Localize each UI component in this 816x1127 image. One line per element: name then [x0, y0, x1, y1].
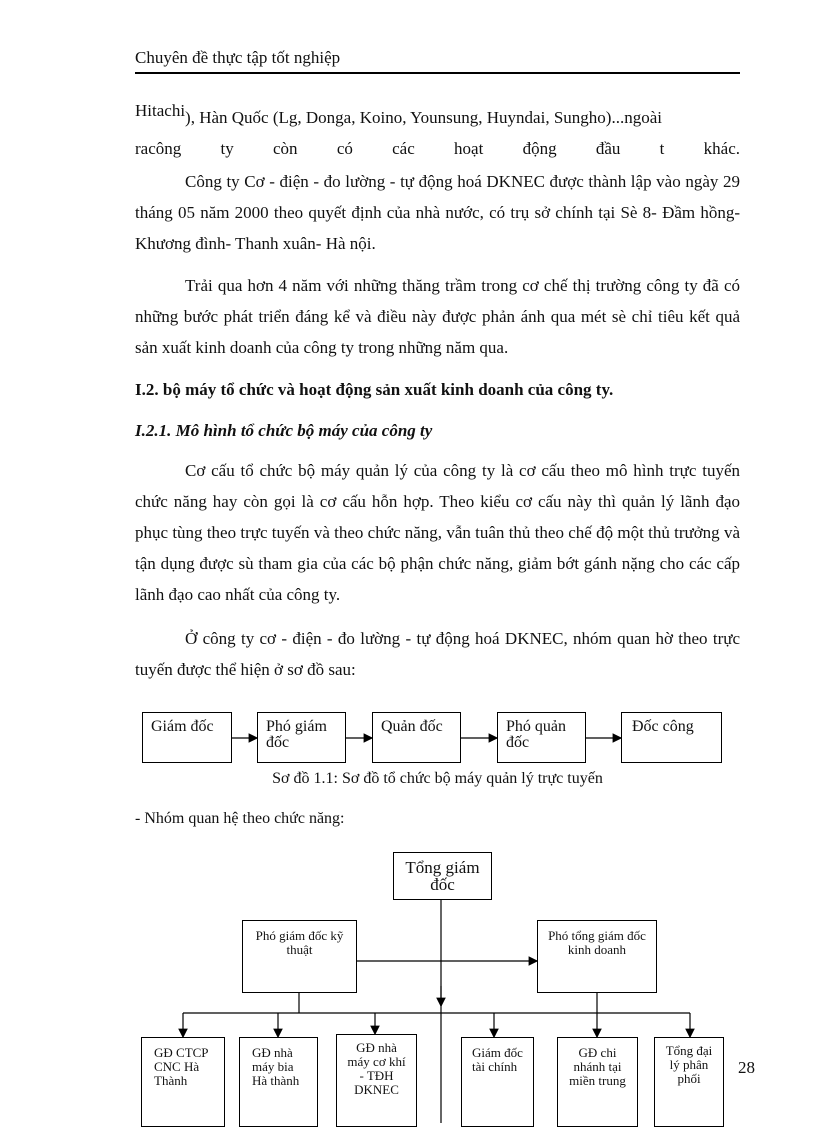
hitachi-word: Hitachi	[135, 101, 186, 120]
paragraph-2: Công ty Cơ - điện - đo lường - tự động hoá DKNEC được thành lập vào ngày 29 tháng 05 năm 2000 theo quyết định của nhà nước, có trụ sở chính tại Sè 8- Đầm hồng- Khương đình- Thanh xuân- Hà nội.	[135, 172, 740, 253]
paragraph-1-rest: ), Hàn Quốc (Lg, Donga, Koino, Younsung, Huyndai, Sungho)...ngoài	[185, 108, 662, 127]
box-tong-giam-doc: Tổng giám đốc	[393, 852, 492, 900]
box-doc-cong: Đốc công	[621, 712, 722, 763]
unit-box-3: GĐ nhà máy cơ khí - TĐH DKNEC	[336, 1034, 417, 1127]
box-pho-giam-doc-ky-thuat: Phó giám đốc kỹ thuật	[242, 920, 357, 993]
header-title: Chuyên đề thực tập tốt nghiệp	[135, 48, 341, 67]
unit-box-5: GĐ chi nhánh tại miền trung	[557, 1037, 638, 1127]
box-pho-quan-doc: Phó quản đốc	[497, 712, 586, 763]
paragraph-3: Trải qua hơn 4 năm với những thăng trầm trong cơ chế thị trường công ty đã có những bước phát triển đáng kể và điều này được phản ánh qua mét sè chỉ tiêu kết quả sản xuất kinh doanh của công ty trong những năm qua.	[135, 276, 740, 357]
box-pho-tong-giam-doc-kinh-doanh: Phó tổng giám đốc kinh doanh	[537, 920, 657, 993]
unit-box-6: Tổng đại lý phân phối	[654, 1037, 724, 1127]
unit-box-4: Giám đốc tài chính	[461, 1037, 534, 1127]
box-giam-doc: Giám đốc	[142, 712, 232, 763]
unit-box-2: GĐ nhà máy bia Hà thành	[239, 1037, 318, 1127]
diagram-1-caption: Sơ đồ 1.1: Sơ đồ tổ chức bộ máy quản lý trực tuyến	[272, 770, 603, 787]
paragraph-1-line2: racông ty còn có các hoạt động đầu t khác.	[135, 139, 740, 158]
paragraph-4: Cơ cấu tổ chức bộ máy quản lý của công ty là cơ cấu theo mô hình trực tuyến chức năng hay còn gọi là cơ cấu hỗn hợp. Theo kiểu cơ cấu này thì quản lý lãnh đạo phục tùng theo trực tuyến và theo chức năng, vẫn tuân thủ theo chế độ một thủ trưởng và tận dụng được sù tham gia của các bộ phận chức năng, giảm bớt gánh nặng cho các cấp lãnh đạo cao nhất của công ty.	[135, 461, 740, 604]
box-quan-doc: Quản đốc	[372, 712, 461, 763]
box-pho-giam-doc: Phó giám đốc	[257, 712, 346, 763]
functional-group-label: - Nhóm quan hệ theo chức năng:	[135, 810, 345, 827]
subsection-heading: I.2.1. Mô hình tổ chức bộ máy của công ty	[135, 421, 433, 440]
section-heading: I.2. bộ máy tổ chức và hoạt động sản xuất kinh doanh của công ty.	[135, 380, 614, 399]
page-number: 28	[738, 1058, 755, 1077]
unit-box-1: GĐ CTCP CNC Hà Thành	[141, 1037, 225, 1127]
paragraph-5: Ở công ty cơ - điện - đo lường - tự động hoá DKNEC, nhóm quan hờ theo trực tuyến được thể hiện ở sơ đồ sau:	[135, 629, 740, 679]
